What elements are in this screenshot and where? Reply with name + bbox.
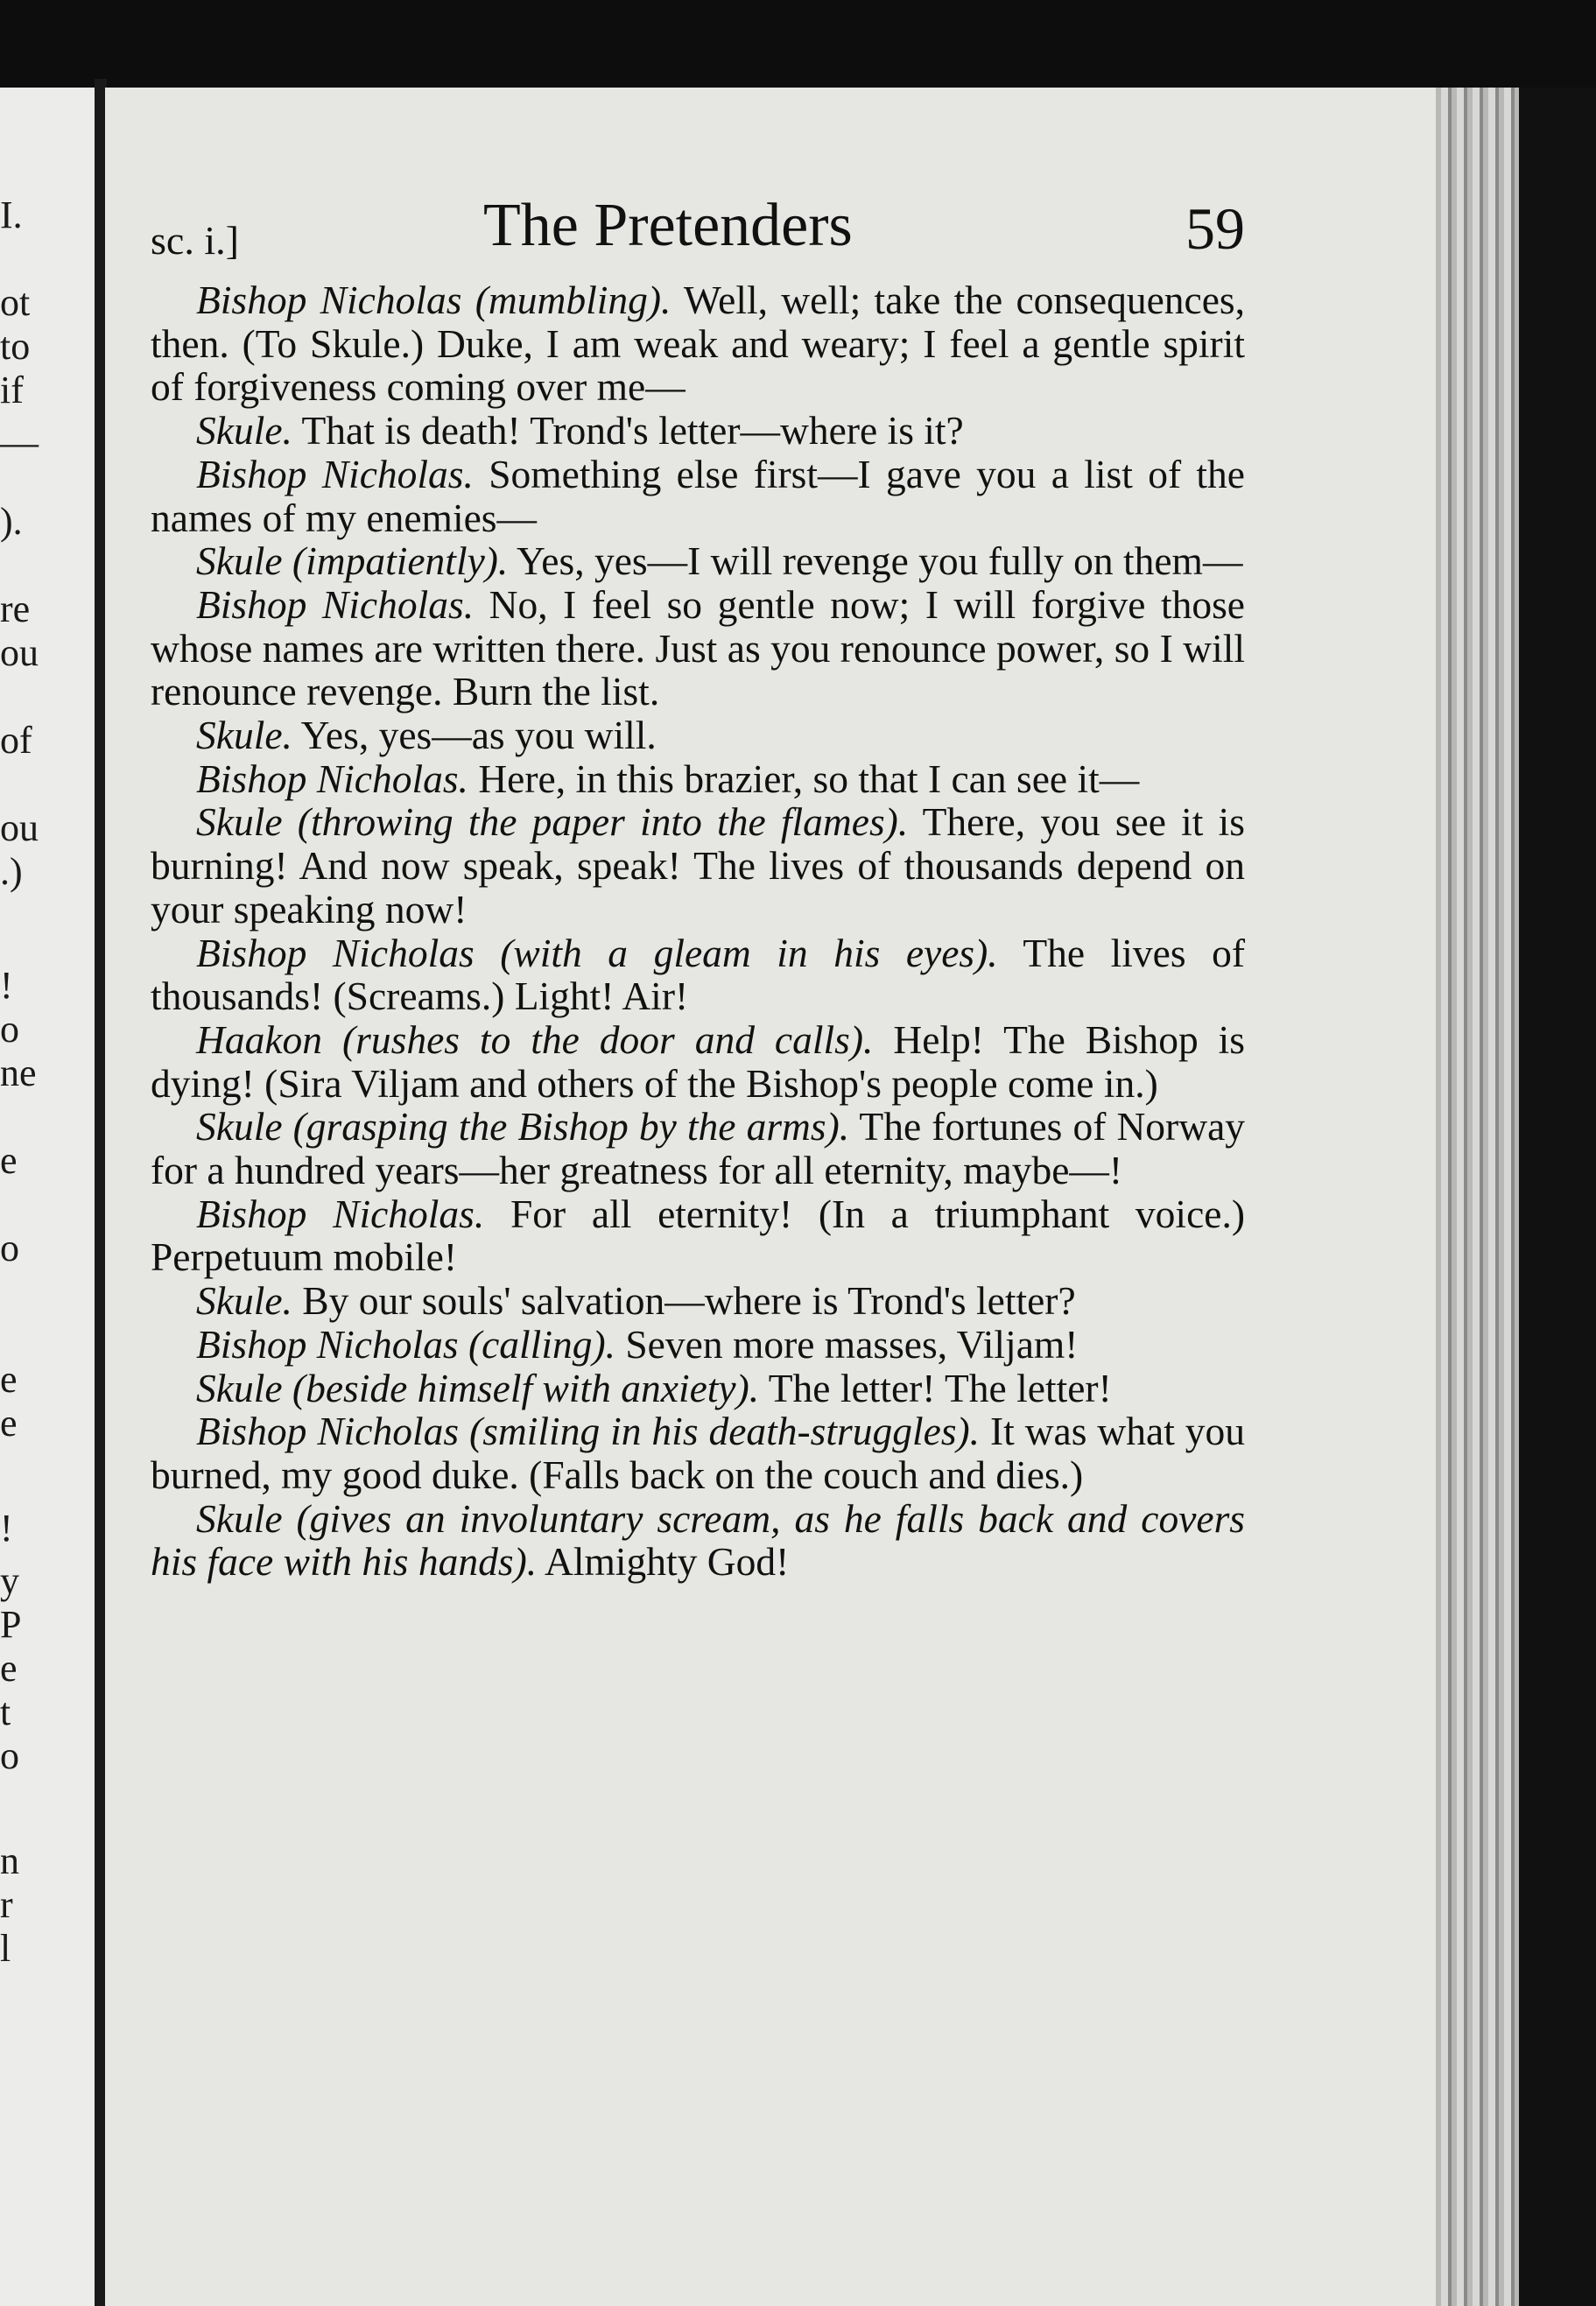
left-page-fragment: I.: [0, 193, 23, 236]
left-page-fragment: ).: [0, 500, 23, 543]
left-page-fragment: t: [0, 1691, 11, 1733]
stage-direction: (gives an involuntary scream, as he falls back and covers his face with his hands).: [151, 1495, 1246, 1585]
left-page-fragment: —: [0, 421, 39, 464]
speaker-name: Bishop Nicholas: [196, 278, 462, 322]
stage-direction: (calling).: [468, 1321, 615, 1367]
dialogue-paragraph: [151, 453, 1245, 539]
dialogue-paragraph: [151, 409, 1245, 453]
dialogue-paragraph: [151, 1279, 1245, 1323]
dialogue-paragraph: [151, 1367, 1245, 1410]
dialogue-text: [151, 278, 1245, 1584]
left-page-fragment: if: [0, 369, 24, 411]
speaker-name: Skule: [196, 1365, 283, 1410]
left-page-fragment: o: [0, 1008, 19, 1051]
scene-reference: sc. i.]: [151, 218, 239, 263]
left-page-fragment: P: [0, 1603, 22, 1646]
speaker-name: Skule: [196, 538, 283, 584]
speaker-name: Skule.: [196, 713, 292, 758]
dialogue-line: The lives of thousands! (Screams.) Light! Air!: [151, 930, 1245, 1019]
dialogue-paragraph: [151, 583, 1245, 714]
dialogue-paragraph: [151, 539, 1245, 583]
speaker-name: Skule: [196, 1495, 283, 1541]
dialogue-line: The letter! The letter!: [759, 1365, 1112, 1410]
left-page-fragment: to: [0, 325, 31, 368]
left-page-fragment: ou: [0, 806, 39, 849]
speaker-name: Haakon: [196, 1016, 323, 1062]
dialogue-paragraph: [151, 932, 1245, 1018]
dialogue-paragraph: [151, 1497, 1245, 1584]
dialogue-paragraph: [151, 1192, 1245, 1279]
dialogue-line: There, you see it is burning! And now speak, speak! The lives of thousands depend on your speaking now!: [151, 799, 1246, 932]
dialogue-line: Almighty God!: [537, 1539, 790, 1585]
left-page-fragment: !: [0, 964, 13, 1007]
left-page-fragment: ne: [0, 1051, 37, 1094]
left-page-fragment: of: [0, 719, 32, 762]
page-number: 59: [1185, 195, 1245, 262]
left-page-fragment: o: [0, 1227, 19, 1269]
stage-direction: (impatiently).: [292, 538, 509, 584]
stage-direction: (mumbling).: [475, 278, 671, 322]
book-edge: [1519, 88, 1596, 2306]
dialogue-paragraph: [151, 757, 1245, 801]
stage-direction: (beside himself with anxiety).: [292, 1365, 760, 1410]
stage-direction: (rushes to the door and calls).: [342, 1016, 874, 1062]
running-header: [151, 191, 1245, 270]
dialogue-paragraph: [151, 800, 1245, 931]
speaker-name: Bishop Nicholas.: [196, 451, 474, 496]
dialogue-line: That is death! Trond's letter—where is it?: [292, 408, 964, 453]
dialogue-paragraph: [151, 714, 1245, 757]
dialogue-line: For all eternity! (In a triumphant voice.) Perpetuum mobile!: [151, 1191, 1245, 1280]
dialogue-paragraph: [151, 1410, 1245, 1496]
speaker-name: Skule.: [196, 408, 292, 453]
speaker-name: Bishop Nicholas: [196, 1321, 459, 1367]
dialogue-line: Seven more masses, Viljam!: [615, 1321, 1079, 1367]
stage-direction: (smiling in his death-struggles).: [469, 1409, 981, 1454]
left-page-fragment: ou: [0, 631, 39, 674]
speaker-name: Skule: [196, 799, 283, 845]
stage-direction: (with a gleam in his eyes).: [500, 930, 998, 975]
left-page-fragment: e: [0, 1139, 18, 1182]
left-page-fragment: !: [0, 1507, 13, 1550]
dialogue-paragraph: [151, 278, 1245, 409]
dialogue-line: Something else first—I gave you a list of the names of my enemies—: [151, 451, 1245, 540]
left-page-fragment: y: [0, 1559, 19, 1602]
dialogue-line: Yes, yes—as you will.: [292, 713, 657, 758]
dialogue-line: By our souls' salvation—where is Trond's letter?: [292, 1278, 1076, 1324]
stage-direction: (grasping the Bishop by the arms).: [292, 1104, 850, 1149]
dialogue-paragraph: [151, 1323, 1245, 1367]
speaker-name: Bishop Nicholas.: [196, 1191, 485, 1236]
speaker-name: Bishop Nicholas.: [196, 756, 468, 801]
dialogue-line: It was what you burned, my good duke. (Falls back on the couch and dies.): [151, 1409, 1246, 1497]
left-page-fragment: r: [0, 1883, 13, 1926]
dialogue-line: No, I feel so gentle now; I will forgive those whose names are written there. Just as you renounce power, so I will renounce revenge. Burn the list.: [151, 581, 1245, 714]
left-page-fragment: e: [0, 1358, 18, 1401]
page-title: The Pretenders: [483, 192, 853, 259]
left-page-fragment: e: [0, 1647, 18, 1690]
left-page-fragment: ot: [0, 281, 31, 324]
speaker-name: Bishop Nicholas.: [196, 581, 475, 627]
left-page-fragment: l: [0, 1927, 11, 1970]
dialogue-paragraph: [151, 1105, 1245, 1192]
dialogue-line: The fortunes of Norway for a hundred years—her greatness for all eternity, maybe—!: [151, 1104, 1246, 1193]
left-page-fragment: o: [0, 1734, 19, 1777]
dialogue-paragraph: [151, 1018, 1245, 1105]
dialogue-line: Help! The Bishop is dying! (Sira Viljam and others of the Bishop's people come in.): [151, 1016, 1245, 1106]
dialogue-line: Yes, yes—I will revenge you fully on them—: [508, 538, 1243, 584]
left-page-fragment: re: [0, 587, 31, 630]
dialogue-line: Well, well; take the consequences, then. (To Skule.) Duke, I am weak and weary; I feel a gentle spirit of forgiveness coming over me—: [151, 278, 1245, 410]
speaker-name: Bishop Nicholas: [196, 1409, 460, 1454]
stage-direction: (throwing the paper into the flames).: [297, 799, 909, 845]
dialogue-line: Here, in this brazier, so that I can see it—: [468, 756, 1140, 801]
speaker-name: Skule.: [196, 1278, 292, 1324]
left-page-fragment: e: [0, 1402, 18, 1445]
left-page-fragment: .): [0, 850, 23, 893]
left-page-fragment: n: [0, 1839, 19, 1882]
speaker-name: Skule: [196, 1104, 283, 1149]
speaker-name: Bishop Nicholas: [196, 930, 475, 975]
